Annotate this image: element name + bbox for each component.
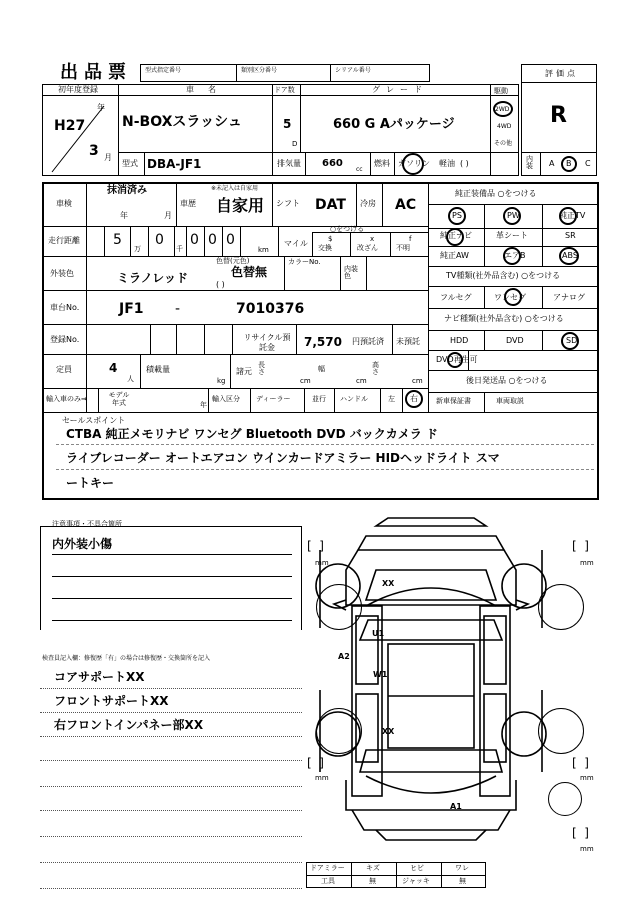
shaken-label: 車検 xyxy=(56,199,72,208)
inspector-line-3: 右フロントインパネー部XX xyxy=(54,718,204,732)
displacement-unit: cc xyxy=(356,166,363,173)
sales-line-3: ートキー xyxy=(66,476,115,490)
doors: 5 xyxy=(283,117,292,131)
load-label: 積載量 xyxy=(146,365,170,374)
interior-color-label: 内装色 xyxy=(344,265,358,280)
wheel-rear-left xyxy=(316,708,362,754)
mark-front-xx: XX xyxy=(382,579,395,588)
equip-leather: 革シート xyxy=(496,231,528,240)
legend-crack: ヒビ xyxy=(410,864,424,872)
eval-score: R xyxy=(550,103,567,128)
type-no-label: 型式指定番号 xyxy=(145,67,182,74)
dvd-play-circle xyxy=(447,352,463,368)
capacity-unit: 人 xyxy=(127,375,134,383)
chassis-label: 車台No. xyxy=(50,303,80,312)
year-label: 年 xyxy=(97,103,105,112)
wheel-front-left xyxy=(316,584,362,630)
wheel-rear-right xyxy=(538,708,584,754)
color-paren: ( ) xyxy=(216,280,225,289)
equip-tv-circle xyxy=(559,207,577,225)
meter-unknown-mark: f xyxy=(409,235,412,243)
handle-label: ハンドル xyxy=(340,395,368,403)
spare-wheel xyxy=(548,782,582,816)
tv-title: TV種類(社外品含む) ○をつける xyxy=(446,271,561,280)
mm-rr: mm xyxy=(580,774,594,782)
fuel-circle xyxy=(402,153,424,175)
fuel-label: 燃料 xyxy=(374,159,390,168)
mark-u1: U1 xyxy=(372,629,385,638)
legend-mirror: ドアミラー xyxy=(310,864,345,872)
equip-abs: ABS xyxy=(562,251,578,260)
tv-oneseg-circle xyxy=(504,288,522,306)
mm-fl: mm xyxy=(315,559,329,567)
exterior: ミラノレッド xyxy=(117,271,189,285)
equip-ps: PS xyxy=(452,211,462,220)
mileage-digit-2: 0 xyxy=(155,232,164,248)
width-unit: cm xyxy=(356,377,367,385)
handle-right: 右 xyxy=(410,394,418,403)
ac-label: 冷房 xyxy=(360,199,376,208)
model-year-label: モデル年式 xyxy=(108,391,130,407)
header-box xyxy=(140,64,430,82)
bracket-rl: [ ] xyxy=(307,756,324,770)
legend-jack-value: 無 xyxy=(459,877,466,885)
notes-line-1: 内外装小傷 xyxy=(52,537,113,551)
legend-tools-value: 無 xyxy=(369,877,376,885)
usage-label: 車歴 xyxy=(180,199,196,208)
color-change: 色替無 xyxy=(231,265,268,279)
mileage-digit-1: 5 xyxy=(113,232,122,248)
height-label: 高さ xyxy=(372,361,379,376)
capacity: 4 xyxy=(109,361,118,375)
navi-sd: SD xyxy=(566,336,578,345)
inspector-line-2: フロントサポートXX xyxy=(54,694,169,708)
fuel: ガソリン xyxy=(398,159,430,168)
later-warranty: 新車保証書 xyxy=(436,397,471,405)
shift-label: シフト xyxy=(276,199,300,208)
equip-navi-circle xyxy=(446,228,464,246)
mileage-sen: 千 xyxy=(176,245,183,253)
model: DBA-JF1 xyxy=(147,157,202,171)
navi-sd-circle xyxy=(561,332,579,350)
handle-right-circle xyxy=(405,390,423,408)
first-reg-year: H27 xyxy=(54,118,86,134)
navi-dvd: DVD xyxy=(506,336,524,345)
chassis-dash: - xyxy=(175,301,181,317)
usage: 自家用 xyxy=(216,196,265,215)
usage-note: ※未記入は自家用 xyxy=(211,185,259,192)
shift: DAT xyxy=(315,197,346,213)
car-name: N-BOXスラッシュ xyxy=(122,114,242,130)
recycle: 7,570 xyxy=(304,335,342,349)
mileage-digit-4: 0 xyxy=(208,232,217,248)
drive-2wd: 2WD xyxy=(495,106,510,113)
class-no-label: 類別区分番号 xyxy=(241,67,278,74)
ac: AC xyxy=(395,197,417,213)
equip-pw-circle xyxy=(503,207,521,225)
mark-w1: W1 xyxy=(373,670,388,679)
fuel-light: 軽油 xyxy=(439,159,455,168)
import-class-label: 輸入区分 xyxy=(212,395,240,403)
sales-line-2: ライブレコーダー オートエアコン ウインカードアミラー HIDヘッドライト スマ xyxy=(66,451,500,465)
mileage-unit: km xyxy=(258,246,269,254)
equip-navi: 純正ナビ xyxy=(440,231,472,240)
drive-4wd: 4WD xyxy=(497,123,512,130)
shaken: 抹消済み xyxy=(107,185,147,196)
tv-fullseg: フルセグ xyxy=(440,293,472,302)
drive-2wd-circle xyxy=(493,101,513,117)
bracket-spare: [ ] xyxy=(572,826,589,840)
equip-sr: SR xyxy=(565,231,576,240)
doors-label: ドア数 xyxy=(274,86,295,94)
notes-label: 注意事項・不具合箇所 xyxy=(52,520,122,528)
doors-sub: D xyxy=(292,140,298,148)
model-year-unit: 年 xyxy=(200,401,207,409)
chassis-prefix: JF1 xyxy=(119,301,144,317)
navi-title: ナビ種類(社外品含む) ○をつける xyxy=(444,314,564,323)
dvd-play: DVD再生可 xyxy=(436,355,478,364)
car-name-label: 車名 xyxy=(186,85,230,94)
mark-a2: A2 xyxy=(338,652,350,661)
mm-rl: mm xyxy=(315,774,329,782)
legend-break: ワレ xyxy=(455,864,469,872)
mm-fr: mm xyxy=(580,559,594,567)
shaken-year: 年 xyxy=(120,211,128,220)
interior-b-circle xyxy=(561,156,577,172)
drive-label: 駆動 xyxy=(494,87,508,95)
displacement: 660 xyxy=(322,158,343,169)
later-title: 後日発送品 ○をつける xyxy=(466,376,548,385)
handle-left: 左 xyxy=(388,395,395,403)
equip-aw: 純正AW xyxy=(440,251,469,260)
sales-line-1: CTBA 純正メモリナビ ワンセグ Bluetooth DVD バックカメラ ド xyxy=(66,427,438,441)
mark-a1: A1 xyxy=(450,802,462,811)
first-reg-month: 3 xyxy=(89,143,99,159)
equip-airbag-circle xyxy=(503,247,521,265)
legend-tools: 工具 xyxy=(321,877,335,885)
reg-no-label: 登録No. xyxy=(50,335,80,344)
meter-tamper: 改ざん xyxy=(357,244,378,252)
first-reg-label: 初年度登録 xyxy=(58,85,98,94)
grade: 660 G Aパッケージ xyxy=(333,117,455,132)
color-no-label: カラーNo. xyxy=(288,258,321,266)
equipment-title: 純正装備品 ○をつける xyxy=(455,189,537,198)
legend-jack: ジャッキ xyxy=(402,877,430,885)
equip-pw: PW xyxy=(507,211,520,220)
meter-tamper-mark: x xyxy=(370,235,375,243)
bracket-rr: [ ] xyxy=(572,756,589,770)
width-label: 幅 xyxy=(318,365,325,373)
legend-scratch: キズ xyxy=(366,864,380,872)
first-reg-diagonal xyxy=(42,96,118,176)
displacement-label: 排気量 xyxy=(277,159,301,168)
interior-label: 内装 xyxy=(526,155,533,170)
length-unit: cm xyxy=(300,377,311,385)
meter-swap: 交換 xyxy=(318,244,332,252)
mileage-label: 走行距離 xyxy=(48,236,80,245)
dims-label: 諸元 xyxy=(236,367,252,376)
meter-unknown: 不明 xyxy=(396,244,410,252)
mileage-man: 万 xyxy=(134,245,141,253)
recycle-unpaid: 未預託 xyxy=(396,337,420,346)
inspector-label: 検査員記入欄：修復歴「有」の場合は修復歴・交換箇所を記入 xyxy=(42,655,211,662)
import-parallel: 並行 xyxy=(312,395,326,403)
recycle-paid: 円預託済 xyxy=(352,337,384,346)
exterior-label: 外装色 xyxy=(50,269,74,278)
circle-note: ○をつける xyxy=(330,225,365,233)
form-title: 出品票 xyxy=(60,62,132,83)
drive-other: その他 xyxy=(494,140,513,147)
shaken-month: 月 xyxy=(164,211,172,220)
wheel-front-right xyxy=(538,584,584,630)
meter-swap-mark: $ xyxy=(328,235,333,243)
bracket-fr: [ ] xyxy=(572,539,589,553)
sales-label: セールスポイント xyxy=(62,416,126,425)
equip-airbag: エアB xyxy=(504,251,526,260)
bracket-fl: [ ] xyxy=(307,539,324,553)
recycle-label: リサイクル預託金 xyxy=(243,333,291,352)
color-change-label: 色替(元色) xyxy=(216,257,250,265)
equip-ps-circle xyxy=(448,207,466,225)
inspector-line-1: コアサポートXX xyxy=(54,670,145,684)
interior-b: B xyxy=(566,159,572,168)
mark-side-xx: XX xyxy=(382,727,395,736)
height-unit: cm xyxy=(412,377,423,385)
mileage-digit-3: 0 xyxy=(190,232,199,248)
import-dealer: ディーラー xyxy=(256,395,291,403)
import-label: 輸入車のみ⇒ xyxy=(46,395,87,403)
capacity-label: 定員 xyxy=(56,365,72,374)
mileage-digit-5: 0 xyxy=(226,232,235,248)
serial-label: シリアル番号 xyxy=(335,67,371,74)
mile-label: マイル xyxy=(284,239,308,248)
navi-hdd: HDD xyxy=(450,336,469,345)
length-label: 長さ xyxy=(258,361,265,376)
model-label: 型式 xyxy=(122,159,138,168)
chassis-no: 7010376 xyxy=(236,301,305,317)
grade-label: グレード xyxy=(372,85,428,94)
interior-c: C xyxy=(585,159,591,168)
load-unit: kg xyxy=(217,377,226,385)
interior-a: A xyxy=(549,159,555,168)
mm-spare: mm xyxy=(580,845,594,853)
equip-tv: 純正TV xyxy=(559,211,586,220)
equip-abs-circle xyxy=(559,247,579,265)
later-manual: 車両取説 xyxy=(496,397,524,405)
tv-analog: アナログ xyxy=(553,293,585,302)
month-label: 月 xyxy=(104,153,112,162)
fuel-paren: ( ) xyxy=(460,159,469,168)
eval-label: 評価点 xyxy=(545,69,578,78)
tv-oneseg: ワンセグ xyxy=(494,293,526,302)
